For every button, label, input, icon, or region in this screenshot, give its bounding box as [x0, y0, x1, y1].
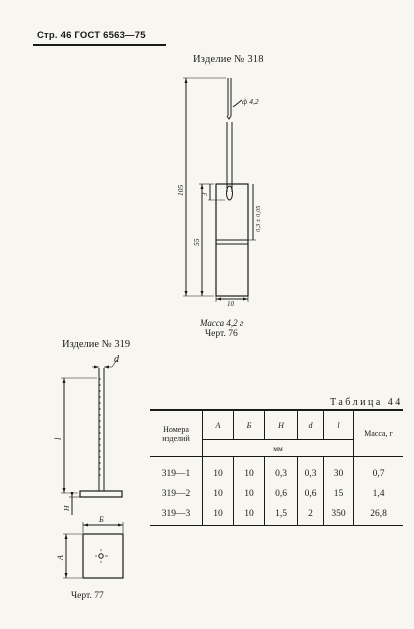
header-unit: мм	[203, 440, 354, 457]
dim-d-319: d	[114, 354, 119, 365]
dim-width-318: 10	[227, 300, 234, 308]
table-row: 319—2 10 10 0,6 0,6 15 1,4	[150, 484, 403, 503]
item-318-mass: Масса 4,2 г	[200, 318, 244, 328]
dim-b-319: Б	[99, 515, 104, 524]
dim-a-319: А	[56, 555, 65, 560]
header-l: l	[324, 410, 354, 440]
header-a: А	[203, 410, 234, 440]
header-name: Номера изделий	[150, 410, 203, 457]
dim-105: 105	[176, 184, 185, 196]
header-b: Б	[234, 410, 265, 440]
page-header: Стр. 46 ГОСТ 6563—75	[37, 30, 146, 41]
dim-l-319: l	[53, 437, 63, 440]
dim-55: 55	[192, 238, 201, 246]
figure-76-caption: Черт. 76	[205, 329, 238, 339]
dim-diameter-318: ф 4,2	[242, 97, 259, 106]
dim-3: 3	[201, 192, 209, 196]
data-table	[150, 409, 403, 526]
figure-77-caption: Черт. 77	[71, 591, 104, 601]
item-319-title: Изделие № 319	[62, 339, 131, 350]
header-d: d	[298, 410, 324, 440]
item-318-title: Изделие № 318	[193, 54, 264, 65]
dim-thickness-318: 0,3 ± 0,05	[255, 205, 262, 232]
header-h: Н	[265, 410, 298, 440]
table-row: 319—1 10 10 0,3 0,3 30 0,7	[150, 457, 403, 485]
header-mass: Масса, г	[354, 410, 404, 457]
table-row: 319—3 10 10 1,5 2 350 26,8	[150, 503, 403, 526]
dim-h-319: H	[62, 505, 71, 511]
table-title: Таблица 44	[330, 397, 403, 408]
